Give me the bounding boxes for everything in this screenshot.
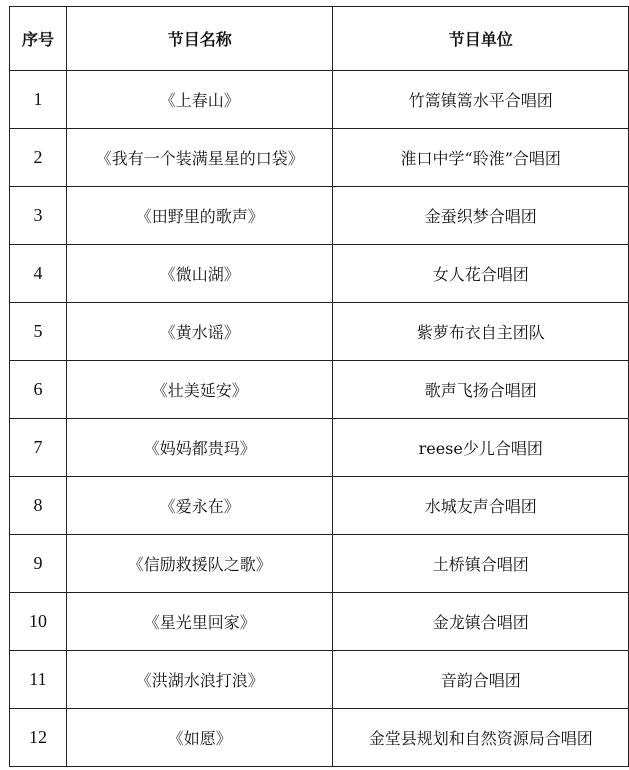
program-unit: 竹篙镇篙水平合唱团 (333, 71, 629, 129)
program-name: 《黄水谣》 (66, 303, 333, 361)
table-row (10, 593, 629, 651)
program-name: 《如愿》 (66, 709, 333, 767)
table-row (10, 361, 629, 419)
program-unit: 金龙镇合唱团 (333, 593, 629, 651)
program-unit: 金蚕织梦合唱团 (333, 187, 629, 245)
program-name: 《洪湖水浪打浪》 (66, 651, 333, 709)
program-unit: 音韵合唱团 (333, 651, 629, 709)
header-program-name: 节目名称 (66, 7, 333, 71)
row-index: 3 (10, 187, 67, 245)
row-index: 11 (10, 651, 67, 709)
program-unit: 紫萝布衣自主团队 (333, 303, 629, 361)
row-index: 7 (10, 419, 67, 477)
row-index: 5 (10, 303, 67, 361)
program-unit: 水城友声合唱团 (333, 477, 629, 535)
program-name: 《星光里回家》 (66, 593, 333, 651)
table-header-row (10, 7, 629, 71)
program-name: 《爱永在》 (66, 477, 333, 535)
row-index: 1 (10, 71, 67, 129)
program-unit: 女人花合唱团 (333, 245, 629, 303)
table-row (10, 303, 629, 361)
row-index: 9 (10, 535, 67, 593)
table-row (10, 71, 629, 129)
row-index: 2 (10, 129, 67, 187)
program-name: 《信励救援队之歌》 (66, 535, 333, 593)
table-row (10, 651, 629, 709)
program-name: 《田野里的歌声》 (66, 187, 333, 245)
table-row (10, 129, 629, 187)
table-row (10, 535, 629, 593)
program-unit: reese少儿合唱团 (333, 419, 629, 477)
row-index: 12 (10, 709, 67, 767)
row-index: 8 (10, 477, 67, 535)
program-name: 《壮美延安》 (66, 361, 333, 419)
table-row (10, 245, 629, 303)
program-unit: 金堂县规划和自然资源局合唱团 (333, 709, 629, 767)
row-index: 4 (10, 245, 67, 303)
row-index: 10 (10, 593, 67, 651)
program-name: 《妈妈都贵玛》 (66, 419, 333, 477)
program-unit: 淮口中学“聆淮”合唱团 (333, 129, 629, 187)
table-row (10, 477, 629, 535)
table-row (10, 709, 629, 767)
program-name: 《上春山》 (66, 71, 333, 129)
program-table (9, 6, 629, 767)
header-index: 序号 (10, 7, 67, 71)
program-unit: 歌声飞扬合唱团 (333, 361, 629, 419)
table-row (10, 187, 629, 245)
header-program-unit: 节目单位 (333, 7, 629, 71)
program-name: 《微山湖》 (66, 245, 333, 303)
program-name: 《我有一个装满星星的口袋》 (66, 129, 333, 187)
row-index: 6 (10, 361, 67, 419)
program-unit: 土桥镇合唱团 (333, 535, 629, 593)
table-row (10, 419, 629, 477)
